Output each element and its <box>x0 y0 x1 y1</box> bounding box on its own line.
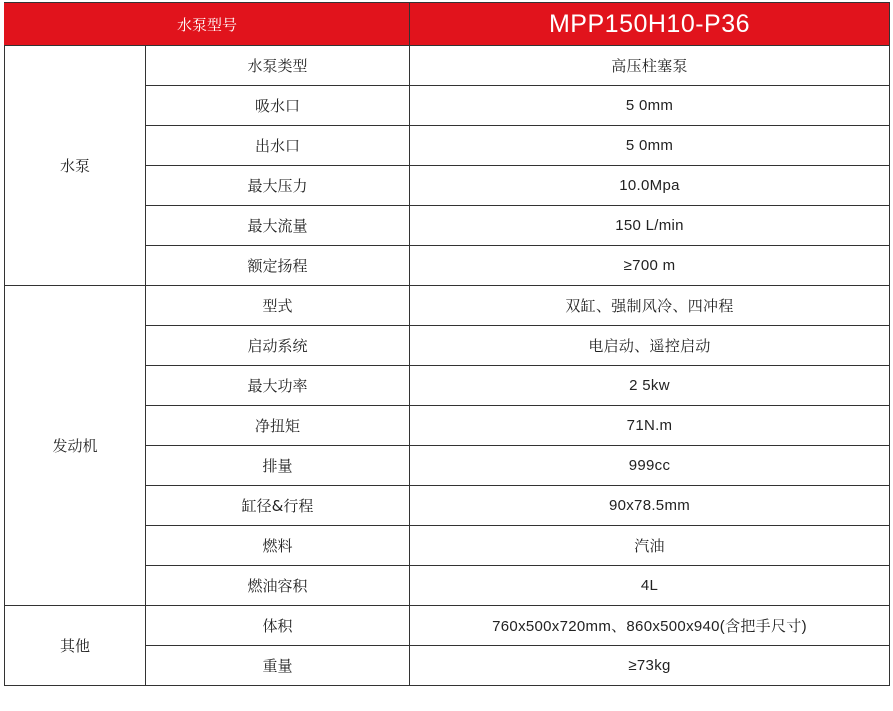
spec-name-cell: 型式 <box>146 286 410 326</box>
spec-value-cell: 双缸、强制风冷、四冲程 <box>410 286 890 326</box>
spec-value-cell: 汽油 <box>410 526 890 566</box>
spec-value-cell: 2 5kw <box>410 366 890 406</box>
spec-name-cell: 重量 <box>146 646 410 686</box>
spec-name-cell: 水泵类型 <box>146 46 410 86</box>
spec-value-cell: 4L <box>410 566 890 606</box>
group-label: 其他 <box>5 606 146 686</box>
group-label: 水泵 <box>5 46 146 286</box>
spec-name-cell: 额定扬程 <box>146 246 410 286</box>
spec-value-cell: 999cc <box>410 446 890 486</box>
spec-name-cell: 净扭矩 <box>146 406 410 446</box>
spec-name-cell: 最大功率 <box>146 366 410 406</box>
spec-value-cell: 90x78.5mm <box>410 486 890 526</box>
spec-name-cell: 燃油容积 <box>146 566 410 606</box>
spec-name-cell: 启动系统 <box>146 326 410 366</box>
table-row <box>5 286 890 326</box>
spec-value-cell: 5 0mm <box>410 126 890 166</box>
spec-name-cell: 出水口 <box>146 126 410 166</box>
spec-name-cell: 缸径&行程 <box>146 486 410 526</box>
spec-value-cell: 71N.m <box>410 406 890 446</box>
group-label: 发动机 <box>5 286 146 606</box>
table-header-row <box>5 3 890 46</box>
spec-value-cell: 150 L/min <box>410 206 890 246</box>
spec-value-cell: 电启动、遥控启动 <box>410 326 890 366</box>
spec-name-cell: 最大压力 <box>146 166 410 206</box>
spec-name-cell: 吸水口 <box>146 86 410 126</box>
spec-name-cell: 体积 <box>146 606 410 646</box>
table-row <box>5 606 890 646</box>
spec-table-body <box>5 3 890 686</box>
header-label: 水泵型号 <box>5 3 410 46</box>
spec-value-cell: 760x500x720mm、860x500x940(含把手尺寸) <box>410 606 890 646</box>
spec-value-cell: 10.0Mpa <box>410 166 890 206</box>
header-model: MPP150H10-P36 <box>410 3 890 46</box>
spec-sheet <box>4 2 889 686</box>
spec-value-cell: 5 0mm <box>410 86 890 126</box>
spec-name-cell: 排量 <box>146 446 410 486</box>
spec-value-cell: ≥700 m <box>410 246 890 286</box>
spec-name-cell: 最大流量 <box>146 206 410 246</box>
spec-name-cell: 燃料 <box>146 526 410 566</box>
spec-value-cell: 高压柱塞泵 <box>410 46 890 86</box>
spec-table <box>4 2 890 686</box>
table-row <box>5 46 890 86</box>
spec-value-cell: ≥73kg <box>410 646 890 686</box>
